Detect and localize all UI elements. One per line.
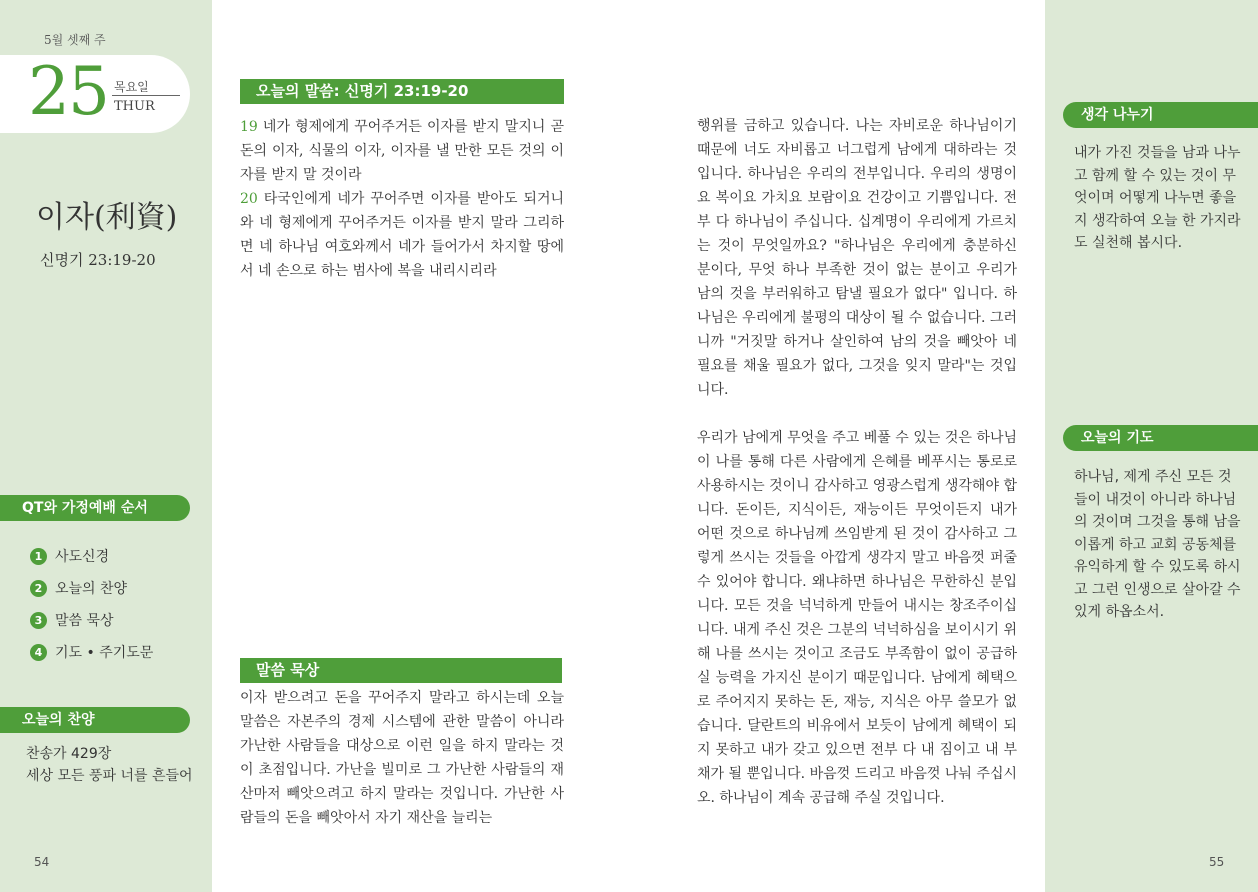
list-item-label: 말씀 묵상 [55, 613, 114, 629]
verse-number: 20 [240, 191, 258, 207]
verse-number: 19 [240, 119, 258, 135]
number-badge: 3 [30, 612, 47, 629]
verse-19 [240, 115, 564, 187]
hymn-title: 세상 모든 풍파 너를 흔들어 [26, 768, 193, 784]
scripture-reference: 신명기 23:19-20 [40, 251, 156, 269]
page-number-left: 54 [34, 855, 50, 869]
page-title: 이자(利資) [36, 200, 178, 235]
list-item [30, 604, 153, 636]
scripture-header: 오늘의 말씀: 신명기 23:19-20 [240, 79, 564, 104]
page-number-right: 55 [1209, 855, 1225, 869]
list-item [30, 636, 153, 668]
meditation-header: 말씀 묵상 [240, 658, 562, 683]
verse-text: 네가 형제에게 꾸어주거든 이자를 받지 말지니 곧 돈의 이자, 식물의 이자, 이자를 낼 만한 모든 것의 이자를 받지 말 것이라 [240, 119, 564, 183]
prayer-header: 오늘의 기도 [1063, 425, 1258, 451]
list-item-label: 기도 • 주기도문 [55, 645, 154, 661]
share-text: 내가 가진 것들을 남과 나누고 함께 할 수 있는 것이 무엇이며 어떻게 나누면 좋을지 생각하여 오늘 한 가지라도 실천해 봅시다. [1074, 145, 1241, 251]
scripture-text [240, 115, 564, 283]
hymn-info [26, 743, 193, 787]
list-item-label: 오늘의 찬양 [55, 581, 128, 597]
hymn-header: 오늘의 찬양 [0, 707, 190, 733]
order-header: QT와 가정예배 순서 [0, 495, 190, 521]
meditation-paragraph-cont: 행위를 금하고 있습니다. 나는 자비로운 하나님이기 때문에 너도 자비롭고 너그럽게 남에게 대하라는 것입니다. 하나님은 우리의 전부입니다. 우리의 생명이요 복이요 가치요 보람이요 건강이고 기쁨입니다. 전부 다 하나님이 주십니다. 십계명이 우리에게 가르치는 것이 무엇일까요? "하나님은 우리에게 충분하신 분이다, 무엇 하나 부족한 것이 없는 분이고 우리가 남의 것을 부러워하고 탐낼 필요가 없다" 입니다. 하나님은 우리에게 불평의 대상이 될 수 없습니다. 그러니까 "거짓말 하거나 살인하여 남의 것을 빼앗아 네 필요를 채울 필요가 없다, 그것을 잊지 말라"는 것입니다. [697, 118, 1017, 398]
number-badge: 4 [30, 644, 47, 661]
list-item [30, 540, 153, 572]
day-korean: 목요일 [114, 80, 149, 94]
date-number: 25 [28, 53, 108, 130]
week-label: 5월 셋째 주 [44, 33, 106, 47]
order-list [30, 540, 153, 668]
prayer-text: 하나님, 제게 주신 모든 것들이 내것이 아니라 하나님의 것이며 그것을 통해 남을 이롭게 하고 교회 공동체를 유익하게 할 수 있도록 하시고 그런 인생으로 살아갈 수 있게 하옵소서. [1074, 469, 1241, 620]
meditation-paragraph-2: 우리가 남에게 무엇을 주고 베풀 수 있는 것은 하나님이 나를 통해 다른 사람에게 은혜를 베푸시는 통로로 사용하시는 것이니 감사하고 영광스럽게 생각해야 합니다. 돈이든, 지식이든, 재능이든 무엇이든지 내가 어떤 것으로 하나님께 쓰임받게 된 것이 감사하고 그렇게 쓰시는 것들을 아깝게 생각지 말고 바음껏 퍼줄 수 있어야 합니다. 왜냐하면 하나님은 무한하신 분입니다. 모든 것을 넉넉하게 만들어 내시는 창조주이십니다. 내게 주신 것은 그분의 넉넉하심을 보이시기 위해 나를 쓰시는 것이고 조금도 부족함이 없이 공급하실 능력을 가지신 분이기 때문입니다. 남에게 혜택으로 주어지지 못하는 돈, 재능, 지식은 아무 쓸모가 없습니다. 달란트의 비유에서 보듯이 남에게 혜택이 되지 못하고 내가 갖고 있으면 전부 다 내 짐이고 내 부채가 될 뿐입니다. 바음껏 드리고 바음껏 나눠 주십시오. 하나님이 계속 공급해 주실 것입니다. [697, 430, 1017, 806]
list-item [30, 572, 153, 604]
verse-text: 타국인에게 네가 꾸어주면 이자를 받아도 되거니와 네 형제에게 꾸어주거든 이자를 받지 말라 그리하면 네 하나님 여호와께서 네가 들어가서 차지할 땅에서 네 손으로 하는 범사에 복을 내리시리라 [240, 191, 564, 279]
share-header: 생각 나누기 [1063, 102, 1258, 128]
date-divider [112, 95, 180, 96]
list-item-label: 사도신경 [55, 549, 110, 565]
verse-20 [240, 187, 564, 283]
number-badge: 1 [30, 548, 47, 565]
hymn-number: 찬송가 429장 [26, 746, 112, 762]
number-badge: 2 [30, 580, 47, 597]
day-english: THUR [114, 99, 155, 114]
meditation-paragraph-start: 이자 받으려고 돈을 꾸어주지 말라고 하시는데 오늘 말씀은 자본주의 경제 시스템에 관한 말씀이 아니라 가난한 사람들을 대상으로 이런 일을 하지 말라는 것이 초점입니다. 가난을 빌미로 그 가난한 사람들의 재산마저 빼앗으려고 하지 말라는 것입니다. 가난한 사람들의 돈을 빼앗아서 자기 재산을 늘리는 [240, 690, 564, 826]
